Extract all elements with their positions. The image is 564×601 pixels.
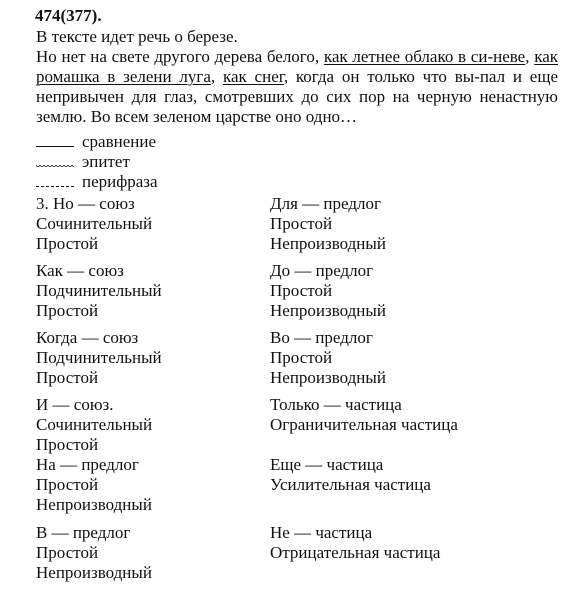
comparison-phrase: как ромашка в зелени луга	[36, 47, 558, 86]
word-property: Простой	[270, 348, 333, 367]
word-property: Непроизводный	[270, 234, 386, 253]
legend-epithet	[36, 152, 130, 172]
word-property: Непроизводный	[36, 563, 152, 582]
legend-epithet-label: эпитет	[82, 152, 130, 171]
word-heading: В — предлог	[36, 523, 131, 542]
word-heading: 3. Но — союз	[36, 194, 135, 213]
word-property: Ограничительная частица	[270, 415, 458, 434]
word-analysis-block	[36, 523, 256, 583]
word-heading: Еще — частица	[270, 455, 384, 474]
quoted-text	[36, 47, 558, 127]
word-property: Усилительная частица	[270, 475, 431, 494]
word-analysis-block	[270, 194, 560, 254]
exercise-number: 474(377).	[35, 6, 102, 25]
word-heading: Только — частица	[270, 395, 402, 414]
word-property: Отрицательная частица	[270, 543, 441, 562]
word-analysis-block	[36, 395, 256, 455]
word-property: Сочинительный	[36, 214, 153, 233]
word-property: Простой	[270, 214, 333, 233]
text-fragment: Но нет на свете другого дерева белого,	[36, 47, 324, 66]
word-heading: Когда — союз	[36, 328, 139, 347]
word-heading: И — союз.	[36, 395, 114, 414]
word-heading: До — предлог	[270, 261, 374, 280]
word-property: Простой	[36, 301, 99, 320]
word-analysis-block	[270, 455, 560, 495]
wavy-underline-mark	[36, 155, 74, 167]
word-heading: На — предлог	[36, 455, 139, 474]
word-analysis-block	[270, 261, 560, 321]
word-analysis-block	[270, 395, 560, 435]
comparison-phrase: как снег	[222, 67, 284, 86]
word-property: Простой	[36, 543, 99, 562]
legend-comparison-label: сравнение	[82, 132, 157, 151]
word-analysis-block	[36, 328, 256, 388]
word-property: Непроизводный	[36, 495, 152, 514]
word-property: Простой	[36, 234, 99, 253]
dashed-underline-mark	[36, 175, 74, 187]
word-heading: Во — предлог	[270, 328, 373, 347]
word-analysis-block	[36, 194, 256, 254]
intro-sentence: В тексте идет речь о березе.	[36, 27, 238, 46]
legend-periphrasis	[36, 172, 158, 192]
word-property: Подчинительный	[36, 281, 162, 300]
solid-underline-mark	[36, 135, 74, 147]
word-property: Простой	[36, 368, 99, 387]
legend-periphrasis-label: перифраза	[82, 172, 158, 191]
word-property: Простой	[36, 435, 99, 454]
word-analysis-block	[36, 261, 256, 321]
word-property: Простой	[270, 281, 333, 300]
word-property: Непроизводный	[270, 368, 386, 387]
legend-comparison	[36, 132, 156, 152]
comparison-phrase: как летнее облако в си-неве	[323, 47, 526, 66]
word-heading: Как — союз	[36, 261, 124, 280]
word-heading: Не — частица	[270, 523, 373, 542]
text-fragment: ,	[210, 67, 223, 86]
word-property: Простой	[36, 475, 99, 494]
text-fragment: ,	[525, 47, 535, 66]
word-analysis-block	[36, 455, 256, 515]
word-property: Непроизводный	[270, 301, 386, 320]
word-analysis-block	[270, 328, 560, 388]
word-property: Подчинительный	[36, 348, 162, 367]
word-heading: Для — предлог	[270, 194, 381, 213]
word-analysis-block	[270, 523, 560, 563]
word-property: Сочинительный	[36, 415, 153, 434]
text-fragment: , когда он только что вы-пал и еще непривычен для глаз, смотревших до сих пор на черную ненастную землю. Во всем зеленом царстве оно одно…	[36, 67, 558, 126]
